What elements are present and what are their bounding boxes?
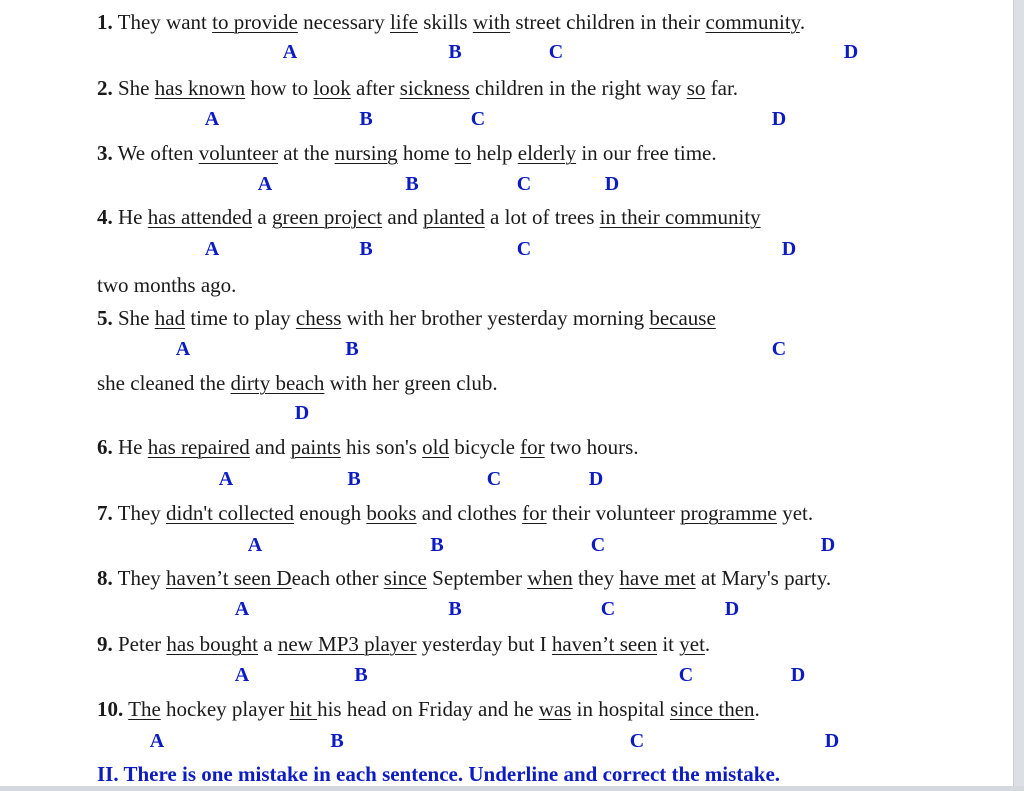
sentence-text: help — [471, 141, 518, 165]
option-label-d: D — [824, 730, 840, 752]
section-heading — [97, 760, 780, 788]
underlined-option: hit — [289, 697, 318, 721]
underlined-option: has bought — [166, 632, 258, 656]
option-label-c: C — [771, 338, 787, 360]
question-6 — [97, 433, 639, 461]
question-number: 5. — [97, 306, 113, 330]
option-label-d: D — [843, 41, 859, 63]
sentence-text: far. — [705, 76, 739, 100]
option-label-b: B — [405, 173, 419, 195]
option-label-d: D — [771, 108, 787, 130]
option-label-c: C — [629, 730, 645, 752]
sentence-text: necessary — [297, 10, 390, 34]
underlined-option: when — [527, 566, 573, 590]
underlined-option: The — [128, 697, 161, 721]
sentence-text: We often — [117, 141, 199, 165]
option-label-a: A — [204, 108, 220, 130]
question-9 — [97, 630, 710, 658]
option-label-d: D — [588, 468, 604, 490]
option-label-a: A — [218, 468, 234, 490]
question-number: 1. — [97, 10, 113, 34]
section-heading-text: II. There is one mistake in each sentence. Underline and correct the mistake. — [97, 762, 781, 786]
question-number: 9. — [97, 632, 113, 656]
underlined-option: books — [366, 501, 417, 525]
sentence-text: his head on Friday and he — [317, 697, 539, 721]
underlined-option: paints — [290, 435, 341, 459]
option-label-b: B — [359, 238, 373, 260]
underlined-option: has repaired — [147, 435, 250, 459]
sentence-text: Peter — [118, 632, 167, 656]
option-label-d: D — [790, 664, 806, 686]
sentence-text: and — [382, 205, 423, 229]
question-number: 7. — [97, 501, 113, 525]
option-label-d: D — [604, 173, 620, 195]
sentence-text: at the — [278, 141, 335, 165]
sentence-text: they — [572, 566, 620, 590]
underlined-option: to — [454, 141, 472, 165]
underlined-option: programme — [680, 501, 777, 525]
option-label-b: B — [448, 598, 462, 620]
sentence-text: home — [397, 141, 455, 165]
question-3 — [97, 139, 717, 167]
question-number: 6. — [97, 435, 113, 459]
option-label-a: A — [234, 664, 250, 686]
underlined-option: in their community — [599, 205, 761, 229]
underlined-option: didn't collected — [166, 501, 295, 525]
option-label-c: C — [516, 173, 532, 195]
option-label-c: C — [678, 664, 694, 686]
underlined-option: had — [154, 306, 186, 330]
underlined-option: look — [313, 76, 351, 100]
option-label-b: B — [448, 41, 462, 63]
question-7 — [97, 499, 813, 527]
sentence-text: She — [118, 306, 155, 330]
sentence-text: They — [117, 501, 167, 525]
underlined-option: elderly — [517, 141, 577, 165]
sentence-text: street children in their — [510, 10, 706, 34]
sentence-text: He — [118, 205, 148, 229]
underlined-option: nursing — [334, 141, 398, 165]
sentence-text: yesterday but I — [416, 632, 552, 656]
option-label-a: A — [204, 238, 220, 260]
sentence-text: They — [117, 566, 167, 590]
question-number: 3. — [97, 141, 113, 165]
option-label-d: D — [724, 598, 740, 620]
underlined-option: was — [538, 697, 572, 721]
question-number: 8. — [97, 566, 113, 590]
sentence-text: . — [754, 697, 760, 721]
sentence-text: with her green club. — [324, 371, 498, 395]
window-edge-right — [1013, 0, 1024, 791]
sentence-text: He — [118, 435, 148, 459]
question-5-continuation — [97, 369, 498, 397]
sentence-text: a lot of trees — [484, 205, 600, 229]
question-number: 2. — [97, 76, 113, 100]
sentence-text: after — [350, 76, 400, 100]
sentence-text: with her brother yesterday morning — [341, 306, 650, 330]
underlined-option: to provide — [212, 10, 298, 34]
underlined-option: sickness — [399, 76, 470, 100]
question-2 — [97, 74, 738, 102]
option-label-c: C — [470, 108, 486, 130]
underlined-option: has known — [154, 76, 246, 100]
option-label-a: A — [257, 173, 273, 195]
sentence-text: his son's — [340, 435, 423, 459]
underlined-option: for — [522, 501, 547, 525]
sentence-text: children in the right way — [469, 76, 687, 100]
underlined-option: old — [422, 435, 450, 459]
question-4 — [97, 203, 761, 231]
sentence-text: and clothes — [416, 501, 523, 525]
underlined-option: since — [383, 566, 427, 590]
sentence-text: how to — [245, 76, 314, 100]
option-label-a: A — [149, 730, 165, 752]
sentence-text: skills — [417, 10, 473, 34]
option-label-d: D — [294, 402, 310, 424]
sentence-text: and — [249, 435, 291, 459]
underlined-option: since then — [669, 697, 755, 721]
option-label-c: C — [590, 534, 606, 556]
option-label-b: B — [354, 664, 368, 686]
option-label-c: C — [548, 41, 564, 63]
underlined-option: community — [705, 10, 800, 34]
underlined-option: dirty beach — [230, 371, 325, 395]
question-number: 10. — [97, 697, 124, 721]
question-5 — [97, 304, 716, 332]
sentence-text: it — [657, 632, 680, 656]
option-label-b: B — [359, 108, 373, 130]
sentence-text: their volunteer — [546, 501, 681, 525]
underlined-option: haven’t seen — [551, 632, 658, 656]
sentence-text: bicycle — [449, 435, 521, 459]
sentence-text: each other — [291, 566, 384, 590]
sentence-text: a — [257, 632, 278, 656]
sentence-text: September — [426, 566, 528, 590]
sentence-text: . — [704, 632, 711, 656]
question-number: 4. — [97, 205, 113, 229]
sentence-text: two months ago. — [97, 273, 237, 297]
question-8 — [97, 564, 831, 592]
option-label-b: B — [330, 730, 344, 752]
option-label-d: D — [781, 238, 797, 260]
sentence-text: yet. — [776, 501, 814, 525]
sentence-text: They want — [117, 10, 213, 34]
underlined-option: so — [686, 76, 706, 100]
option-label-a: A — [175, 338, 191, 360]
underlined-option: life — [389, 10, 418, 34]
underlined-option: volunteer — [198, 141, 279, 165]
sentence-text: at Mary's party. — [695, 566, 832, 590]
sentence-text: in hospital — [571, 697, 670, 721]
sentence-text: . — [799, 10, 806, 34]
underlined-option: with — [472, 10, 511, 34]
option-label-a: A — [282, 41, 298, 63]
sentence-text: in our free time. — [576, 141, 717, 165]
sentence-text: enough — [294, 501, 367, 525]
underlined-option: have met — [619, 566, 696, 590]
underlined-option: yet — [679, 632, 705, 656]
option-label-b: B — [347, 468, 361, 490]
sentence-text: she cleaned the — [97, 371, 231, 395]
option-label-a: A — [247, 534, 263, 556]
option-label-b: B — [430, 534, 444, 556]
question-4-continuation — [97, 271, 236, 299]
option-label-d: D — [820, 534, 836, 556]
option-label-c: C — [486, 468, 502, 490]
underlined-option: chess — [295, 306, 342, 330]
sentence-text: hockey player — [160, 697, 290, 721]
underlined-option: has attended — [147, 205, 253, 229]
underlined-option: new MP3 player — [277, 632, 417, 656]
underlined-option: for — [520, 435, 545, 459]
sentence-text: two hours. — [544, 435, 639, 459]
option-label-c: C — [600, 598, 616, 620]
sentence-text: time to play — [185, 306, 296, 330]
option-label-b: B — [345, 338, 359, 360]
underlined-option: planted — [422, 205, 485, 229]
underlined-option: green project — [271, 205, 383, 229]
option-label-a: A — [234, 598, 250, 620]
underlined-option: because — [649, 306, 716, 330]
question-10 — [97, 695, 760, 723]
sentence-text: a — [252, 205, 272, 229]
question-1 — [97, 8, 805, 36]
underlined-option: haven’t seen D — [166, 566, 292, 590]
sentence-text: She — [118, 76, 155, 100]
option-label-c: C — [516, 238, 532, 260]
